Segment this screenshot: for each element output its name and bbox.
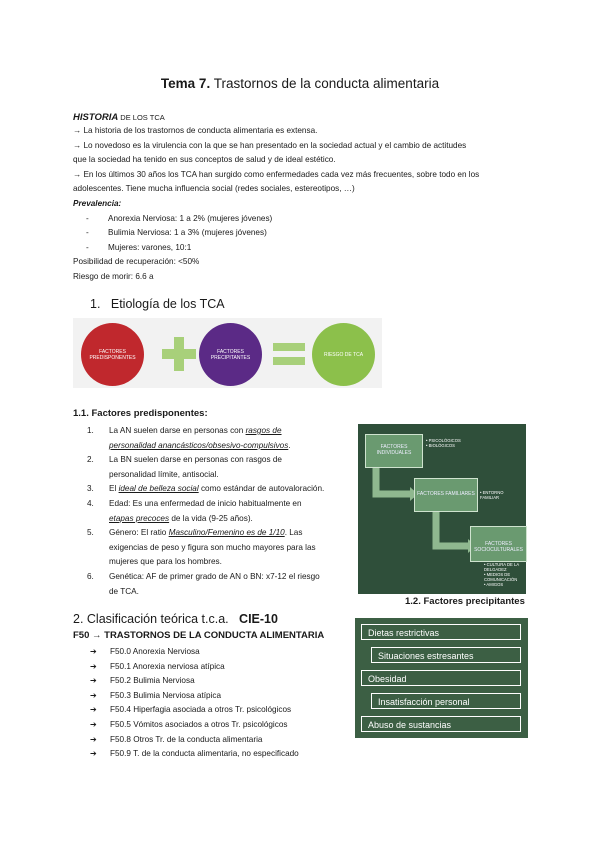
list-item: personalidad anancásticos/obsesivo-compulsivos. <box>109 440 291 450</box>
list-item: - Bulimia Nerviosa: 1 a 3% (mujeres jóvenes) <box>73 226 479 241</box>
list-item: - Anorexia Nerviosa: 1 a 2% (mujeres jóvenes) <box>73 212 479 227</box>
cie10-list <box>90 645 299 762</box>
historia-line: → En los últimos 30 años los TCA han surgido como enfermedades cada vez más frecuentes, sobre todo en los <box>73 169 480 179</box>
recuperacion-text: Posibilidad de recuperación: <50% <box>73 257 200 267</box>
page-title <box>0 76 600 91</box>
title-text: Trastornos de la conducta alimentaria <box>210 76 440 91</box>
list-item: 6. Genética: AF de primer grado de AN o BN: x7-12 el riesgo <box>87 571 320 581</box>
banner-circle-precipitantes: FACTORES PRECIPITANTES <box>199 323 262 386</box>
prevalencia-label: Prevalencia: <box>73 198 122 208</box>
section11-heading: 1.1. Factores predisponentes: <box>73 408 208 419</box>
section2-heading: 2. Clasificación teórica t.c.a. CIE-10 <box>73 612 278 626</box>
equals-icon <box>273 341 305 367</box>
historia-line: adolescentes. Tiene mucha influencia social (redes sociales, estereotipos, …) <box>73 184 355 194</box>
historia-body <box>73 124 479 285</box>
factores-socioculturales-box: FACTORES SOCIOCULTURALES <box>470 526 527 562</box>
historia-line: que la sociedad ha tenido en sus conceptos de salud y de ideal estético. <box>73 155 336 165</box>
list-item: ➔ F50.1 Anorexia nerviosa atípica <box>90 660 299 675</box>
f50-heading: F50 → TRASTORNOS DE LA CONDUCTA ALIMENTARIA <box>73 630 325 641</box>
list-item: ➔ F50.5 Vómitos asociados a otros Tr. psicológicos <box>90 718 299 733</box>
list-item: mujeres que para los hombres. <box>109 557 222 567</box>
historia-heading: HISTORIA DE LOS TCA <box>73 112 165 123</box>
plus-icon <box>162 337 196 371</box>
list-item: exigencias de peso y figura son mucho mayores para las <box>109 542 316 552</box>
list-item: 2. La BN suelen darse en personas con rasgos de <box>87 455 282 465</box>
section1-heading: 1. Etiología de los TCA <box>90 297 225 311</box>
riesgo-text: Riesgo de morir: 6.6 a <box>73 271 154 281</box>
factores-individuales-box: FACTORES INDIVIDUALES <box>365 434 423 468</box>
factores-familiares-box: FACTORES FAMILIARES <box>414 478 478 512</box>
precipitante-item: Abuso de sustancias <box>361 716 521 732</box>
precipitante-item: Insatisfacción personal <box>371 693 521 709</box>
section12-heading: 1.2. Factores precipitantes <box>405 596 525 607</box>
list-item: 5. Género: El ratio Masculino/Femenino es de 1/10. Las <box>87 528 303 538</box>
factores-socioculturales-items: • CULTURA DE LA DELGADEZ • MEDIOS DE COMUNICACIÓN • AMIGOS <box>484 562 520 587</box>
title-number: Tema 7. <box>160 76 211 91</box>
list-item: ➔ F50.8 Otros Tr. de la conducta alimentaria <box>90 733 299 748</box>
list-item: 1. La AN suelen darse en personas con rasgos de <box>87 426 282 435</box>
list-item: ➔ F50.3 Bulimia Nerviosa atípica <box>90 689 299 704</box>
etiologia-banner <box>73 318 382 388</box>
list-item: etapas precoces de la vida (9-25 años). <box>109 513 253 523</box>
factores-familiares-items: • ENTORNO FAMILIAR <box>480 490 504 500</box>
list-item: 3. El ideal de belleza social como estándar de autovaloración. <box>87 484 325 494</box>
list-item: de TCA. <box>109 586 139 596</box>
list-item: - Mujeres: varones, 10:1 <box>73 241 479 256</box>
list-item: personalidad límite, antisocial. <box>109 469 219 479</box>
list-item: ➔ F50.2 Bulimia Nerviosa <box>90 674 299 689</box>
prevalencia-list <box>73 212 479 256</box>
precipitante-item: Obesidad <box>361 670 521 686</box>
banner-circle-riesgo: RIESGO DE TCA <box>312 323 375 386</box>
list-item: ➔ F50.0 Anorexia Nerviosa <box>90 645 299 660</box>
historia-line: → Lo novedoso es la virulencia con la que se han presentado en la sociedad actual y el cambio de actitudes <box>73 140 467 150</box>
list-item: 4. Edad: Es una enfermedad de inicio habitualmente en <box>87 498 302 508</box>
list-item: ➔ F50.4 Hiperfagia asociada a otros Tr. psicológicos <box>90 703 299 718</box>
factores-diagram <box>358 424 526 594</box>
factores-individuales-items: • PSICOLÓGICOS • BIOLÓGICOS <box>426 438 461 448</box>
precipitantes-diagram <box>355 618 528 738</box>
predisponentes-list <box>82 424 358 599</box>
precipitante-item: Dietas restrictivas <box>361 624 521 640</box>
precipitante-item: Situaciones estresantes <box>371 647 521 663</box>
banner-circle-predisponentes: FACTORES PREDISPONENTES <box>81 323 144 386</box>
list-item: ➔ F50.9 T. de la conducta alimentaria, no especificado <box>90 747 299 762</box>
historia-line: → La historia de los trastornos de conducta alimentaria es extensa. <box>73 126 318 135</box>
